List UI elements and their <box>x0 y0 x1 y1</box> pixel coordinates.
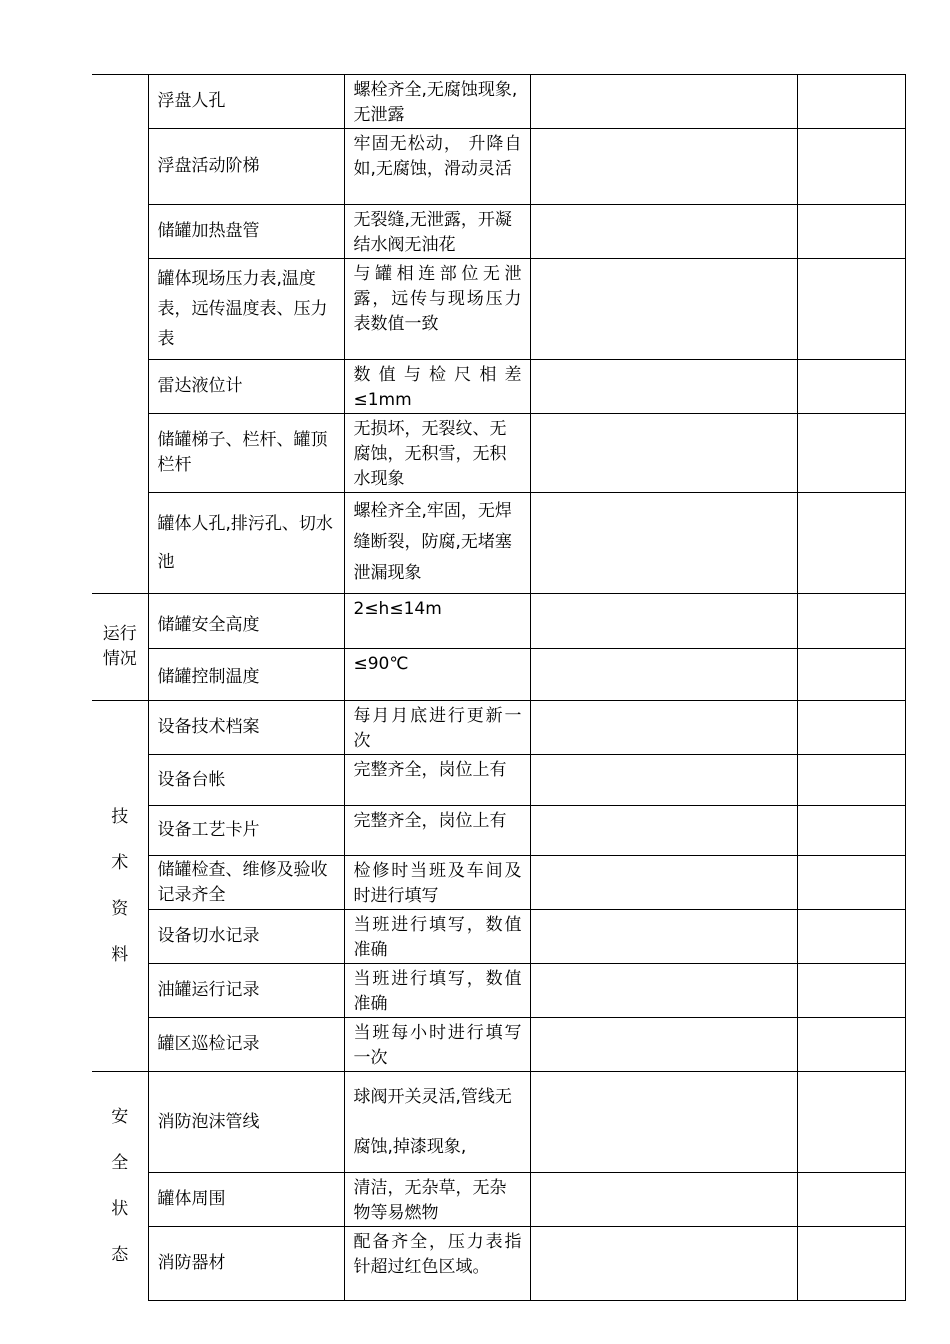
standard-cell: 当班进行填写，数值准确 <box>344 964 530 1018</box>
standard-cell: 螺栓齐全,牢固，无焊缝断裂，防腐,无堵塞泄漏现象 <box>344 493 530 594</box>
result-cell[interactable] <box>530 1072 797 1173</box>
result-cell[interactable] <box>530 755 797 806</box>
table-row <box>92 129 905 205</box>
category-cell <box>92 75 148 594</box>
result-cell[interactable] <box>530 205 797 259</box>
item-cell: 罐区巡检记录 <box>148 1018 344 1072</box>
remark-cell[interactable] <box>797 1072 905 1173</box>
result-cell[interactable] <box>530 360 797 414</box>
item-cell: 罐体现场压力表,温度表，远传温度表、压力表 <box>148 259 344 360</box>
result-cell[interactable] <box>530 649 797 701</box>
result-cell[interactable] <box>530 806 797 856</box>
item-cell: 罐体周围 <box>148 1173 344 1227</box>
standard-cell: ≤90℃ <box>344 649 530 701</box>
standard-cell: 2≤h≤14m <box>344 594 530 649</box>
standard-cell: 配备齐全，压力表指针超过红色区域。 <box>344 1227 530 1301</box>
category-cell <box>92 594 148 701</box>
result-cell[interactable] <box>530 1227 797 1301</box>
item-cell: 雷达液位计 <box>148 360 344 414</box>
standard-cell: 完整齐全，岗位上有 <box>344 806 530 856</box>
item-cell: 浮盘活动阶梯 <box>148 129 344 205</box>
item-cell: 罐体人孔,排污孔、切水池 <box>148 493 344 594</box>
standard-cell: 球阀开关灵活,管线无腐蚀,掉漆现象, <box>344 1072 530 1173</box>
standard-cell: 无裂缝,无泄露，开凝结水阀无油花 <box>344 205 530 259</box>
table-row <box>92 701 905 755</box>
table-row <box>92 493 905 594</box>
result-cell[interactable] <box>530 701 797 755</box>
remark-cell[interactable] <box>797 806 905 856</box>
remark-cell[interactable] <box>797 129 905 205</box>
result-cell[interactable] <box>530 964 797 1018</box>
standard-cell: 数值与检尺相差≤1mm <box>344 360 530 414</box>
table-row <box>92 1227 905 1301</box>
item-cell: 储罐检查、维修及验收记录齐全 <box>148 856 344 910</box>
item-cell: 储罐控制温度 <box>148 649 344 701</box>
remark-cell[interactable] <box>797 755 905 806</box>
standard-cell: 螺栓齐全,无腐蚀现象,无泄露 <box>344 75 530 129</box>
result-cell[interactable] <box>530 493 797 594</box>
table-row <box>92 806 905 856</box>
table-row <box>92 964 905 1018</box>
result-cell[interactable] <box>530 1173 797 1227</box>
item-cell: 储罐加热盘管 <box>148 205 344 259</box>
table-row <box>92 1173 905 1227</box>
table-row <box>92 414 905 493</box>
table-row <box>92 755 905 806</box>
category-label: 安全状态 <box>111 1107 129 1266</box>
result-cell[interactable] <box>530 129 797 205</box>
remark-cell[interactable] <box>797 414 905 493</box>
remark-cell[interactable] <box>797 701 905 755</box>
standard-cell: 与罐相连部位无泄露，远传与现场压力表数值一致 <box>344 259 530 360</box>
table-row <box>92 1018 905 1072</box>
table-row <box>92 856 905 910</box>
result-cell[interactable] <box>530 75 797 129</box>
standard-cell: 每月月底进行更新一次 <box>344 701 530 755</box>
remark-cell[interactable] <box>797 75 905 129</box>
result-cell[interactable] <box>530 1018 797 1072</box>
remark-cell[interactable] <box>797 964 905 1018</box>
item-cell: 油罐运行记录 <box>148 964 344 1018</box>
table-row <box>92 910 905 964</box>
result-cell[interactable] <box>530 856 797 910</box>
remark-cell[interactable] <box>797 1227 905 1301</box>
remark-cell[interactable] <box>797 910 905 964</box>
result-cell[interactable] <box>530 259 797 360</box>
remark-cell[interactable] <box>797 205 905 259</box>
remark-cell[interactable] <box>797 360 905 414</box>
result-cell[interactable] <box>530 594 797 649</box>
item-cell: 消防泡沫管线 <box>148 1072 344 1173</box>
item-cell: 设备台帐 <box>148 755 344 806</box>
standard-cell: 检修时当班及车间及时进行填写 <box>344 856 530 910</box>
inspection-table <box>92 74 906 1301</box>
remark-cell[interactable] <box>797 594 905 649</box>
category-label: 技术资料 <box>111 807 129 965</box>
category-label: 运行情况 <box>102 624 137 669</box>
item-cell: 储罐梯子、栏杆、罐顶栏杆 <box>148 414 344 493</box>
remark-cell[interactable] <box>797 649 905 701</box>
standard-cell: 当班每小时进行填写一次 <box>344 1018 530 1072</box>
remark-cell[interactable] <box>797 856 905 910</box>
result-cell[interactable] <box>530 910 797 964</box>
standard-cell: 当班进行填写，数值准确 <box>344 910 530 964</box>
item-cell: 设备切水记录 <box>148 910 344 964</box>
remark-cell[interactable] <box>797 259 905 360</box>
category-cell <box>92 701 148 1072</box>
item-cell: 设备技术档案 <box>148 701 344 755</box>
item-cell: 浮盘人孔 <box>148 75 344 129</box>
standard-cell: 无损坏，无裂纹、无腐蚀，无积雪，无积水现象 <box>344 414 530 493</box>
table-row <box>92 259 905 360</box>
table-row <box>92 649 905 701</box>
table-row <box>92 360 905 414</box>
table-row <box>92 594 905 649</box>
remark-cell[interactable] <box>797 1018 905 1072</box>
table-row <box>92 1072 905 1173</box>
item-cell: 消防器材 <box>148 1227 344 1301</box>
item-cell: 设备工艺卡片 <box>148 806 344 856</box>
standard-cell: 清洁，无杂草，无杂物等易燃物 <box>344 1173 530 1227</box>
remark-cell[interactable] <box>797 493 905 594</box>
standard-cell: 牢固无松动， 升降自如,无腐蚀，滑动灵活 <box>344 129 530 205</box>
standard-cell: 完整齐全，岗位上有 <box>344 755 530 806</box>
item-cell: 储罐安全高度 <box>148 594 344 649</box>
result-cell[interactable] <box>530 414 797 493</box>
table-row <box>92 75 905 129</box>
remark-cell[interactable] <box>797 1173 905 1227</box>
table-row <box>92 205 905 259</box>
category-cell <box>92 1072 148 1301</box>
